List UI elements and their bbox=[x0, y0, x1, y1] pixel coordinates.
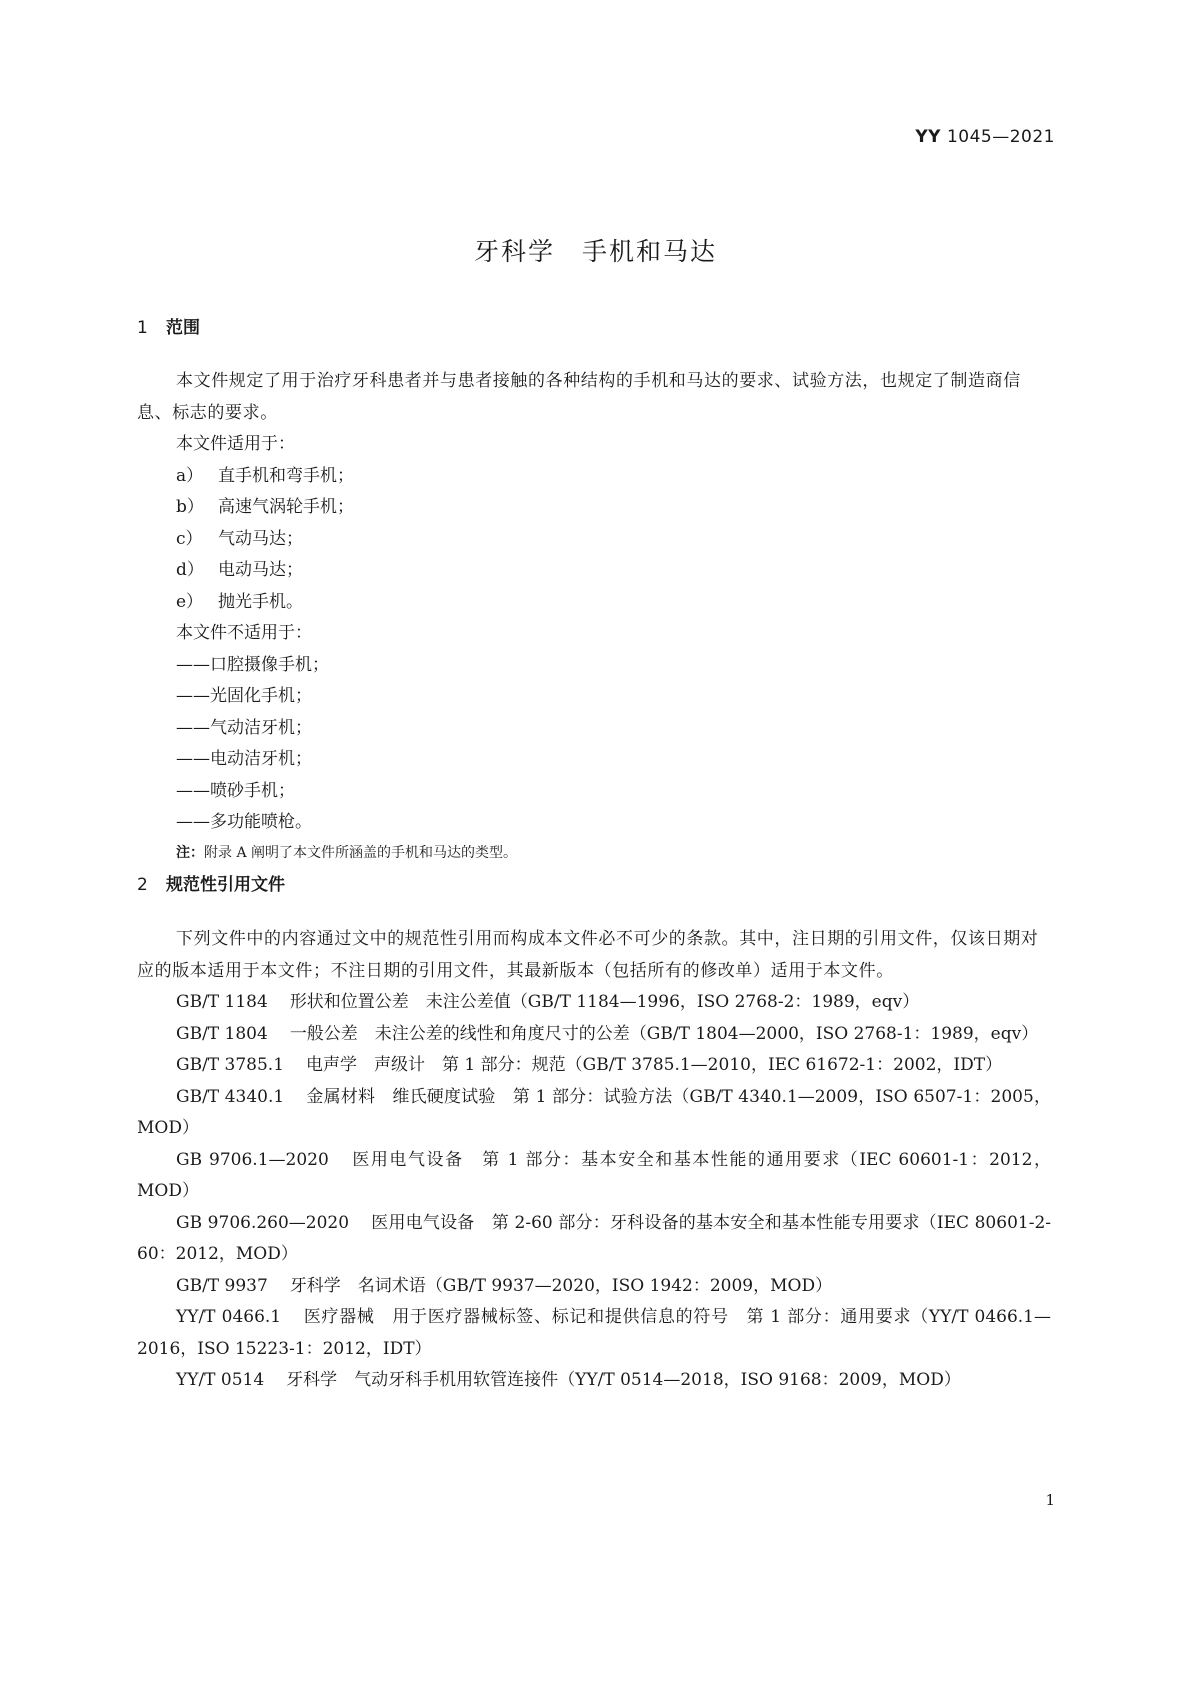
reference-entry bbox=[137, 1082, 1051, 1145]
list-item bbox=[137, 555, 1051, 587]
reference-entry bbox=[137, 1019, 1051, 1051]
scope-paragraph: 本文件规定了用于治疗牙科患者并与患者接触的各种结构的手机和马达的要求、试验方法，也规定了制造商信息、标志的要求。 bbox=[137, 371, 1021, 423]
reference-title: 牙科学 气动牙科手机用软管连接件 bbox=[286, 1370, 559, 1390]
list-marker: a） bbox=[176, 465, 204, 486]
reference-title: 金属材料 维氏硬度试验 第 1 部分：试验方法 bbox=[306, 1086, 673, 1107]
reference-title: 医用电气设备 第 2-60 部分：牙科设备的基本安全和基本性能专用要求 bbox=[371, 1212, 920, 1233]
dash-list-item: ——电动洁牙机； bbox=[176, 749, 312, 769]
reference-code: GB/T 9937 bbox=[176, 1275, 268, 1296]
reference-entry bbox=[137, 1145, 1051, 1208]
list-text: 电动马达； bbox=[218, 560, 303, 580]
reference-code: YY/T 0466.1 bbox=[176, 1307, 282, 1327]
reference-code: GB/T 3785.1 bbox=[176, 1055, 285, 1075]
dash-list-item: ——光固化手机； bbox=[176, 686, 312, 706]
dash-list-item: ——喷砂手机； bbox=[176, 780, 295, 801]
section-1-heading bbox=[137, 313, 200, 338]
reference-equivalent: （GB/T 1184—1996，ISO 2768-2：1989，eqv） bbox=[510, 992, 920, 1012]
section-2-body bbox=[137, 924, 1051, 1397]
reference-entry bbox=[137, 1365, 1051, 1397]
not-applies-intro: 本文件不适用于： bbox=[176, 623, 312, 643]
list-item bbox=[137, 587, 1051, 619]
dash-list-item: ——多功能喷枪。 bbox=[176, 812, 312, 832]
reference-entry bbox=[137, 1271, 1051, 1303]
reference-code: GB 9706.1—2020 bbox=[176, 1149, 329, 1170]
page-number: 1 bbox=[1045, 1491, 1055, 1509]
note-text: 附录 A 阐明了本文件所涵盖的手机和马达的类型。 bbox=[204, 844, 518, 861]
list-item bbox=[137, 492, 1051, 524]
list-item bbox=[137, 524, 1051, 556]
dash-list-item: ——气动洁牙机； bbox=[176, 717, 312, 738]
reference-code: GB/T 1804 bbox=[176, 1023, 268, 1044]
reference-equivalent: （GB/T 9937—2020，ISO 1942：2009，MOD） bbox=[425, 1275, 833, 1296]
reference-equivalent: （IEC 60601-1：2012，MOD） bbox=[137, 1149, 1051, 1201]
reference-equivalent: （GB/T 1804—2000，ISO 2768-1：1989，eqv） bbox=[629, 1023, 1039, 1044]
section-1-body bbox=[137, 366, 1051, 867]
section-2-number: 2 bbox=[137, 875, 148, 895]
applies-intro: 本文件适用于： bbox=[176, 434, 295, 454]
reference-equivalent: （YY/T 0466.1—2016，ISO 15223-1：2012，IDT） bbox=[137, 1307, 1052, 1359]
dash-list-item: ——口腔摄像手机； bbox=[176, 654, 329, 675]
section-1-title: 范围 bbox=[166, 318, 200, 338]
reference-code: YY/T 0514 bbox=[176, 1370, 265, 1390]
reference-equivalent: （GB/T 3785.1—2010，IEC 61672-1：2002，IDT） bbox=[565, 1055, 1003, 1075]
list-text: 高速气涡轮手机； bbox=[218, 497, 354, 517]
reference-title: 医疗器械 用于医疗器械标签、标记和提供信息的符号 第 1 部分：通用要求 bbox=[303, 1307, 912, 1327]
reference-title: 牙科学 名词术语 bbox=[289, 1275, 426, 1296]
reference-title: 医用电气设备 第 1 部分：基本安全和基本性能的通用要求 bbox=[350, 1149, 841, 1170]
reference-entry bbox=[137, 1302, 1051, 1365]
standard-code: 1045—2021 bbox=[946, 127, 1055, 147]
list-text: 直手机和弯手机； bbox=[218, 465, 354, 486]
list-text: 气动马达； bbox=[218, 528, 303, 549]
document-title: 牙科学 手机和马达 bbox=[473, 237, 717, 266]
list-text: 抛光手机。 bbox=[218, 591, 303, 612]
section-2-heading bbox=[137, 870, 285, 895]
list-marker: b） bbox=[176, 497, 204, 517]
reference-entry bbox=[137, 1208, 1051, 1271]
note-label: 注： bbox=[176, 844, 204, 861]
standard-number bbox=[915, 127, 1055, 147]
reference-entry bbox=[137, 987, 1051, 1019]
section-1-number: 1 bbox=[137, 318, 148, 338]
scope-note bbox=[137, 839, 1051, 867]
reference-code: GB/T 4340.1 bbox=[176, 1086, 285, 1107]
reference-title: 电声学 声级计 第 1 部分：规范 bbox=[306, 1055, 566, 1075]
section-2-title: 规范性引用文件 bbox=[166, 875, 285, 895]
reference-equivalent: （GB/T 4340.1—2009，ISO 6507-1：2005，MOD） bbox=[137, 1086, 1052, 1138]
reference-equivalent: （YY/T 0514—2018，ISO 9168：2009，MOD） bbox=[558, 1370, 961, 1390]
list-marker: c） bbox=[176, 528, 203, 549]
list-marker: e） bbox=[176, 591, 204, 612]
reference-title: 一般公差 未注公差的线性和角度尺寸的公差 bbox=[289, 1023, 630, 1044]
standard-prefix: YY bbox=[915, 127, 941, 147]
reference-entry bbox=[137, 1050, 1051, 1082]
list-marker: d） bbox=[176, 560, 204, 580]
reference-equivalent: （IEC 80601-2-60：2012，MOD） bbox=[137, 1212, 1052, 1264]
reference-title: 形状和位置公差 未注公差值 bbox=[289, 992, 511, 1012]
reference-code: GB/T 1184 bbox=[176, 992, 268, 1012]
list-item bbox=[137, 461, 1051, 493]
reference-code: GB 9706.260—2020 bbox=[176, 1212, 350, 1233]
references-paragraph: 下列文件中的内容通过文中的规范性引用而构成本文件必不可少的条款。其中，注日期的引用文件，仅该日期对应的版本适用于本文件；不注日期的引用文件，其最新版本（包括所有的修改单）适用于本文件。 bbox=[137, 929, 1039, 981]
